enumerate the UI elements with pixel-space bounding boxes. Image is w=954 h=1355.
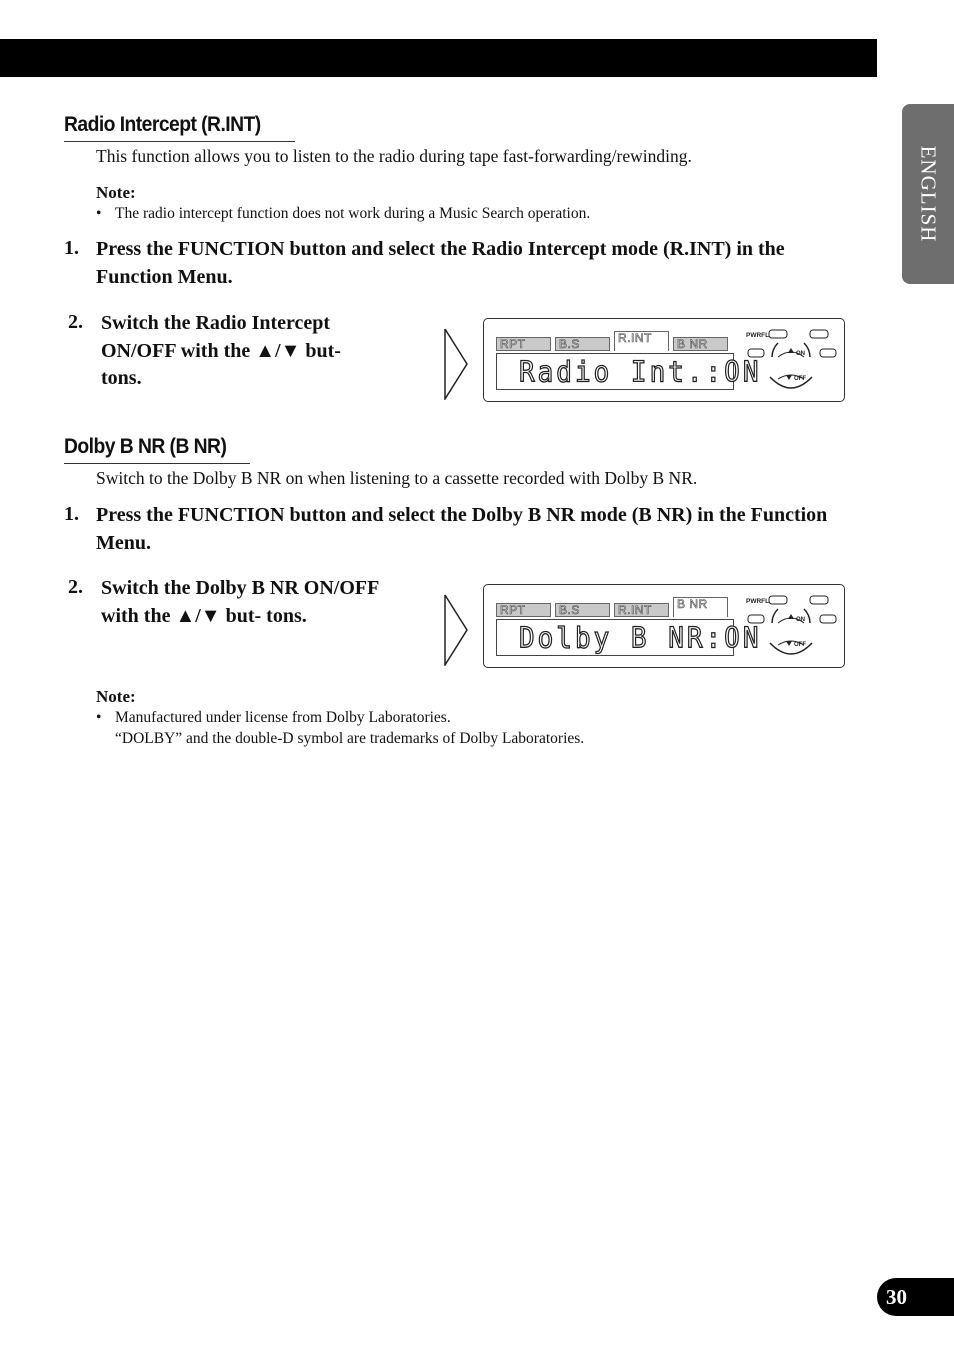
lcd-function-tabs: [496, 331, 734, 351]
step-text: Switch the Dolby B NR ON/OFF with the ▲/▼ but- tons.: [101, 577, 379, 627]
step-number: 2.: [68, 576, 83, 598]
lcd-tab-active: R.INT: [614, 331, 669, 351]
lcd-screen: [496, 353, 762, 390]
control-buttons-diagram: [742, 593, 840, 659]
lcd-tab: R.INT: [614, 603, 669, 617]
step-text: Press the FUNCTION button and select the Radio Intercept mode (R.INT) in the Function Menu.: [96, 238, 785, 288]
bullet-icon: •: [96, 205, 102, 222]
lcd-display-panel: [483, 318, 845, 402]
step-number: 1.: [64, 503, 79, 525]
lcd-tab: B NR: [673, 337, 728, 351]
step-text: Switch the Radio Intercept ON/OFF with the ▲/▼ but- tons.: [101, 312, 341, 389]
lcd-readout: Radio Int.:ON: [519, 356, 762, 389]
pwrfl-label: PWRFL: [746, 598, 770, 605]
pwrfl-label: PWRFL: [746, 332, 770, 339]
header-bar: [0, 39, 877, 77]
language-tab: [902, 104, 954, 284]
step-text: Press the FUNCTION button and select the Dolby B NR mode (B NR) in the Function Menu.: [96, 504, 828, 554]
note-item: “DOLBY” and the double-D symbol are trademarks of Dolby Laboratories.: [115, 730, 585, 747]
section-heading-dolby-b-nr: Dolby B NR (B NR): [64, 435, 227, 458]
step-number: 2.: [68, 311, 83, 333]
heading-underline: [64, 463, 250, 464]
section-heading-radio-intercept: Radio Intercept (R.INT): [64, 113, 261, 136]
language-tab-label: ENGLISH: [916, 145, 941, 243]
note-item: Manufactured under license from Dolby Laboratories.: [115, 709, 451, 726]
on-label: ON: [796, 351, 805, 357]
note-title: Note:: [96, 183, 136, 202]
heading-underline: [64, 141, 295, 142]
bullet-icon: •: [96, 709, 102, 726]
on-label: ON: [796, 617, 805, 623]
section-intro: This function allows you to listen to the radio during tape fast-forwarding/rewinding.: [96, 146, 692, 166]
off-label: OFF: [794, 642, 806, 648]
lcd-readout: Dolby B NR:ON: [519, 622, 762, 655]
lcd-tab-active: B NR: [673, 597, 728, 617]
control-buttons-diagram: [742, 327, 840, 393]
lcd-display-panel: [483, 584, 845, 668]
lcd-screen: [496, 619, 762, 656]
arrow-right-icon: [443, 594, 469, 666]
lcd-tab: RPT: [496, 603, 551, 617]
section-intro: Switch to the Dolby B NR on when listening to a cassette recorded with Dolby B NR.: [96, 468, 698, 488]
step-number: 1.: [64, 237, 79, 259]
lcd-tab: RPT: [496, 337, 551, 351]
arrow-right-icon: [443, 328, 469, 400]
lcd-function-tabs: [496, 597, 734, 617]
lcd-tab: B.S: [555, 603, 610, 617]
page-number: 30: [877, 1278, 954, 1316]
lcd-tab: B.S: [555, 337, 610, 351]
note-item: The radio intercept function does not work during a Music Search operation.: [115, 205, 591, 222]
note-title: Note:: [96, 687, 136, 706]
off-label: OFF: [794, 376, 806, 382]
